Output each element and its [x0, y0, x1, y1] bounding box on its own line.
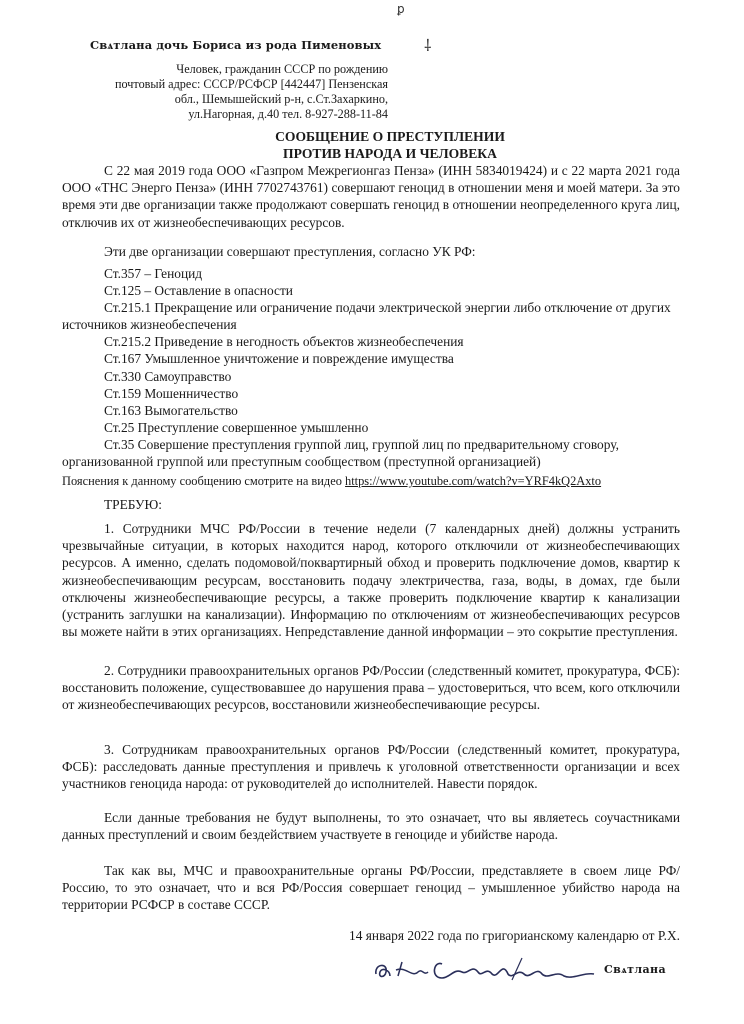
document-title-line: СООБЩЕНИЕ О ПРЕСТУПЛЕНИИ	[275, 129, 505, 144]
scan-artifact-mark: ꝑ	[397, 2, 405, 16]
demand-paragraph: 2. Сотрудники правоохранительных органов РФ/России (следственный комитет, прокуратура, ФСБ): восстановить положение, существовавшее до нарушения права – удостовериться, что всем, кого отключили от жизнеобеспечивающих ресурсов, восстановили жизнеобеспечивающие ресурсы.	[62, 663, 680, 713]
article-item: Ст.215.2 Приведение в негодность объектов жизнеобеспечения	[104, 334, 464, 350]
sender-address-block	[58, 62, 388, 122]
article-item: Ст.167 Умышленное уничтожение и повреждение имущества	[104, 351, 454, 367]
signature-printed-name: Свѧтлана	[604, 963, 666, 976]
articles-lead-paragraph: Эти две организации совершают преступления, согласно УК РФ:	[104, 244, 476, 259]
video-link[interactable]: https://www.youtube.com/watch?v=YRF4kQ2Axto	[345, 474, 602, 488]
article-item: Ст.159 Мошенничество	[104, 385, 239, 401]
conclusion-paragraph: Так как вы, МЧС и правоохранительные органы РФ/России, представляете в своем лице РФ/Россию, то это означает, что и вся РФ/Россия совершает геноцид – умышленное убийство народа на территории РСФСР в составе СССР.	[62, 863, 680, 913]
document-title	[200, 128, 580, 162]
sender-name: Свѧтлана дочь Бориса из рода Пименовых	[90, 38, 382, 52]
scan-artifact-mark: ⸸	[424, 36, 432, 55]
article-item: Ст.125 – Оставление в опасности	[104, 283, 293, 299]
sender-address-line: обл., Шемышейский р-н, с.Ст.Захаркино,	[174, 92, 388, 106]
video-reference-text: Пояснения к данному сообщению смотрите на видео	[62, 474, 342, 488]
demands-heading: ТРЕБУЮ:	[104, 497, 162, 512]
article-item: Ст.163 Вымогательство	[104, 402, 238, 418]
article-item: Ст.25 Преступление совершенное умышленно	[104, 419, 369, 435]
sender-address-line: почтовый адрес: СССР/РСФСР [442447] Пензенская	[114, 77, 388, 91]
article-item: Ст.330 Самоуправство	[104, 368, 232, 384]
signature-block	[372, 950, 692, 986]
demand-paragraph: 1. Сотрудники МЧС РФ/России в течение недели (7 календарных дней) должны устранить чрезвычайные ситуации, в которых находится народ, которого отключили от жизнеобеспечивающих ресурсов. А именно, сделать подомовой/поквартирный обход и проверить подключение домов, квартир к жизнеобеспечивающим ресурсам, восстановить подачу электричества, газа, воды, в домах, где были отключены жизнеобеспечивающие ресурсы, а также проверить подключение квартир к канализации (устранить заглушки на канализации). Информацию по отключениям от жизнеобеспечивающих ресурсов вы можете найти в этих организациях. Непредставление данной информации – это сокрытие преступления.	[62, 521, 680, 640]
criminal-code-articles-list	[62, 265, 687, 470]
article-item: Ст.215.1 Прекращение или ограничение подачи электрической энергии либо отключение от других источников жизнеобеспечения	[62, 300, 671, 333]
article-item: Ст.357 – Геноцид	[104, 266, 203, 281]
video-reference	[62, 473, 682, 489]
warning-paragraph: Если данные требования не будут выполнены, то это означает, что вы являетесь соучастниками данных преступлений и своим бездействием участвуете в геноциде и убийстве народа.	[62, 810, 680, 843]
article-item: Ст.35 Совершение преступления группой лиц, группой лиц по предварительному сговору, организованной группой или преступным сообществом (преступной организацией)	[62, 436, 619, 470]
demand-paragraph: 3. Сотрудникам правоохранительных органов РФ/России (следственный комитет, прокуратура, ФСБ): расследовать данные преступления и привлечь к уголовной ответственности организации и всех участников геноцида народа: от руководителей до исполнителей. Навести порядок.	[62, 742, 680, 792]
intro-paragraph: С 22 мая 2019 года ООО «Газпром Межрегионгаз Пенза» (ИНН 5834019424) и с 22 марта 2021 года ООО «ТНС Энерго Пенза» (ИНН 7702743761) совершают геноцид в отношении меня и моей матери. За это время эти две организации также продолжают совершать геноцид в отношении неопределенного круга лиц, отключив их от жизнеобеспечивающих ресурсов.	[62, 163, 680, 230]
document-title-line: ПРОТИВ НАРОДА И ЧЕЛОВЕКА	[283, 146, 497, 161]
handwritten-signature	[372, 950, 597, 986]
sender-address-line: Человек, гражданин СССР по рождению	[176, 62, 388, 76]
document-date: 14 января 2022 года по григорианскому календарю от Р.Х.	[349, 928, 680, 943]
sender-address-line: ул.Нагорная, д.40 тел. 8-927-288-11-84	[188, 107, 388, 121]
